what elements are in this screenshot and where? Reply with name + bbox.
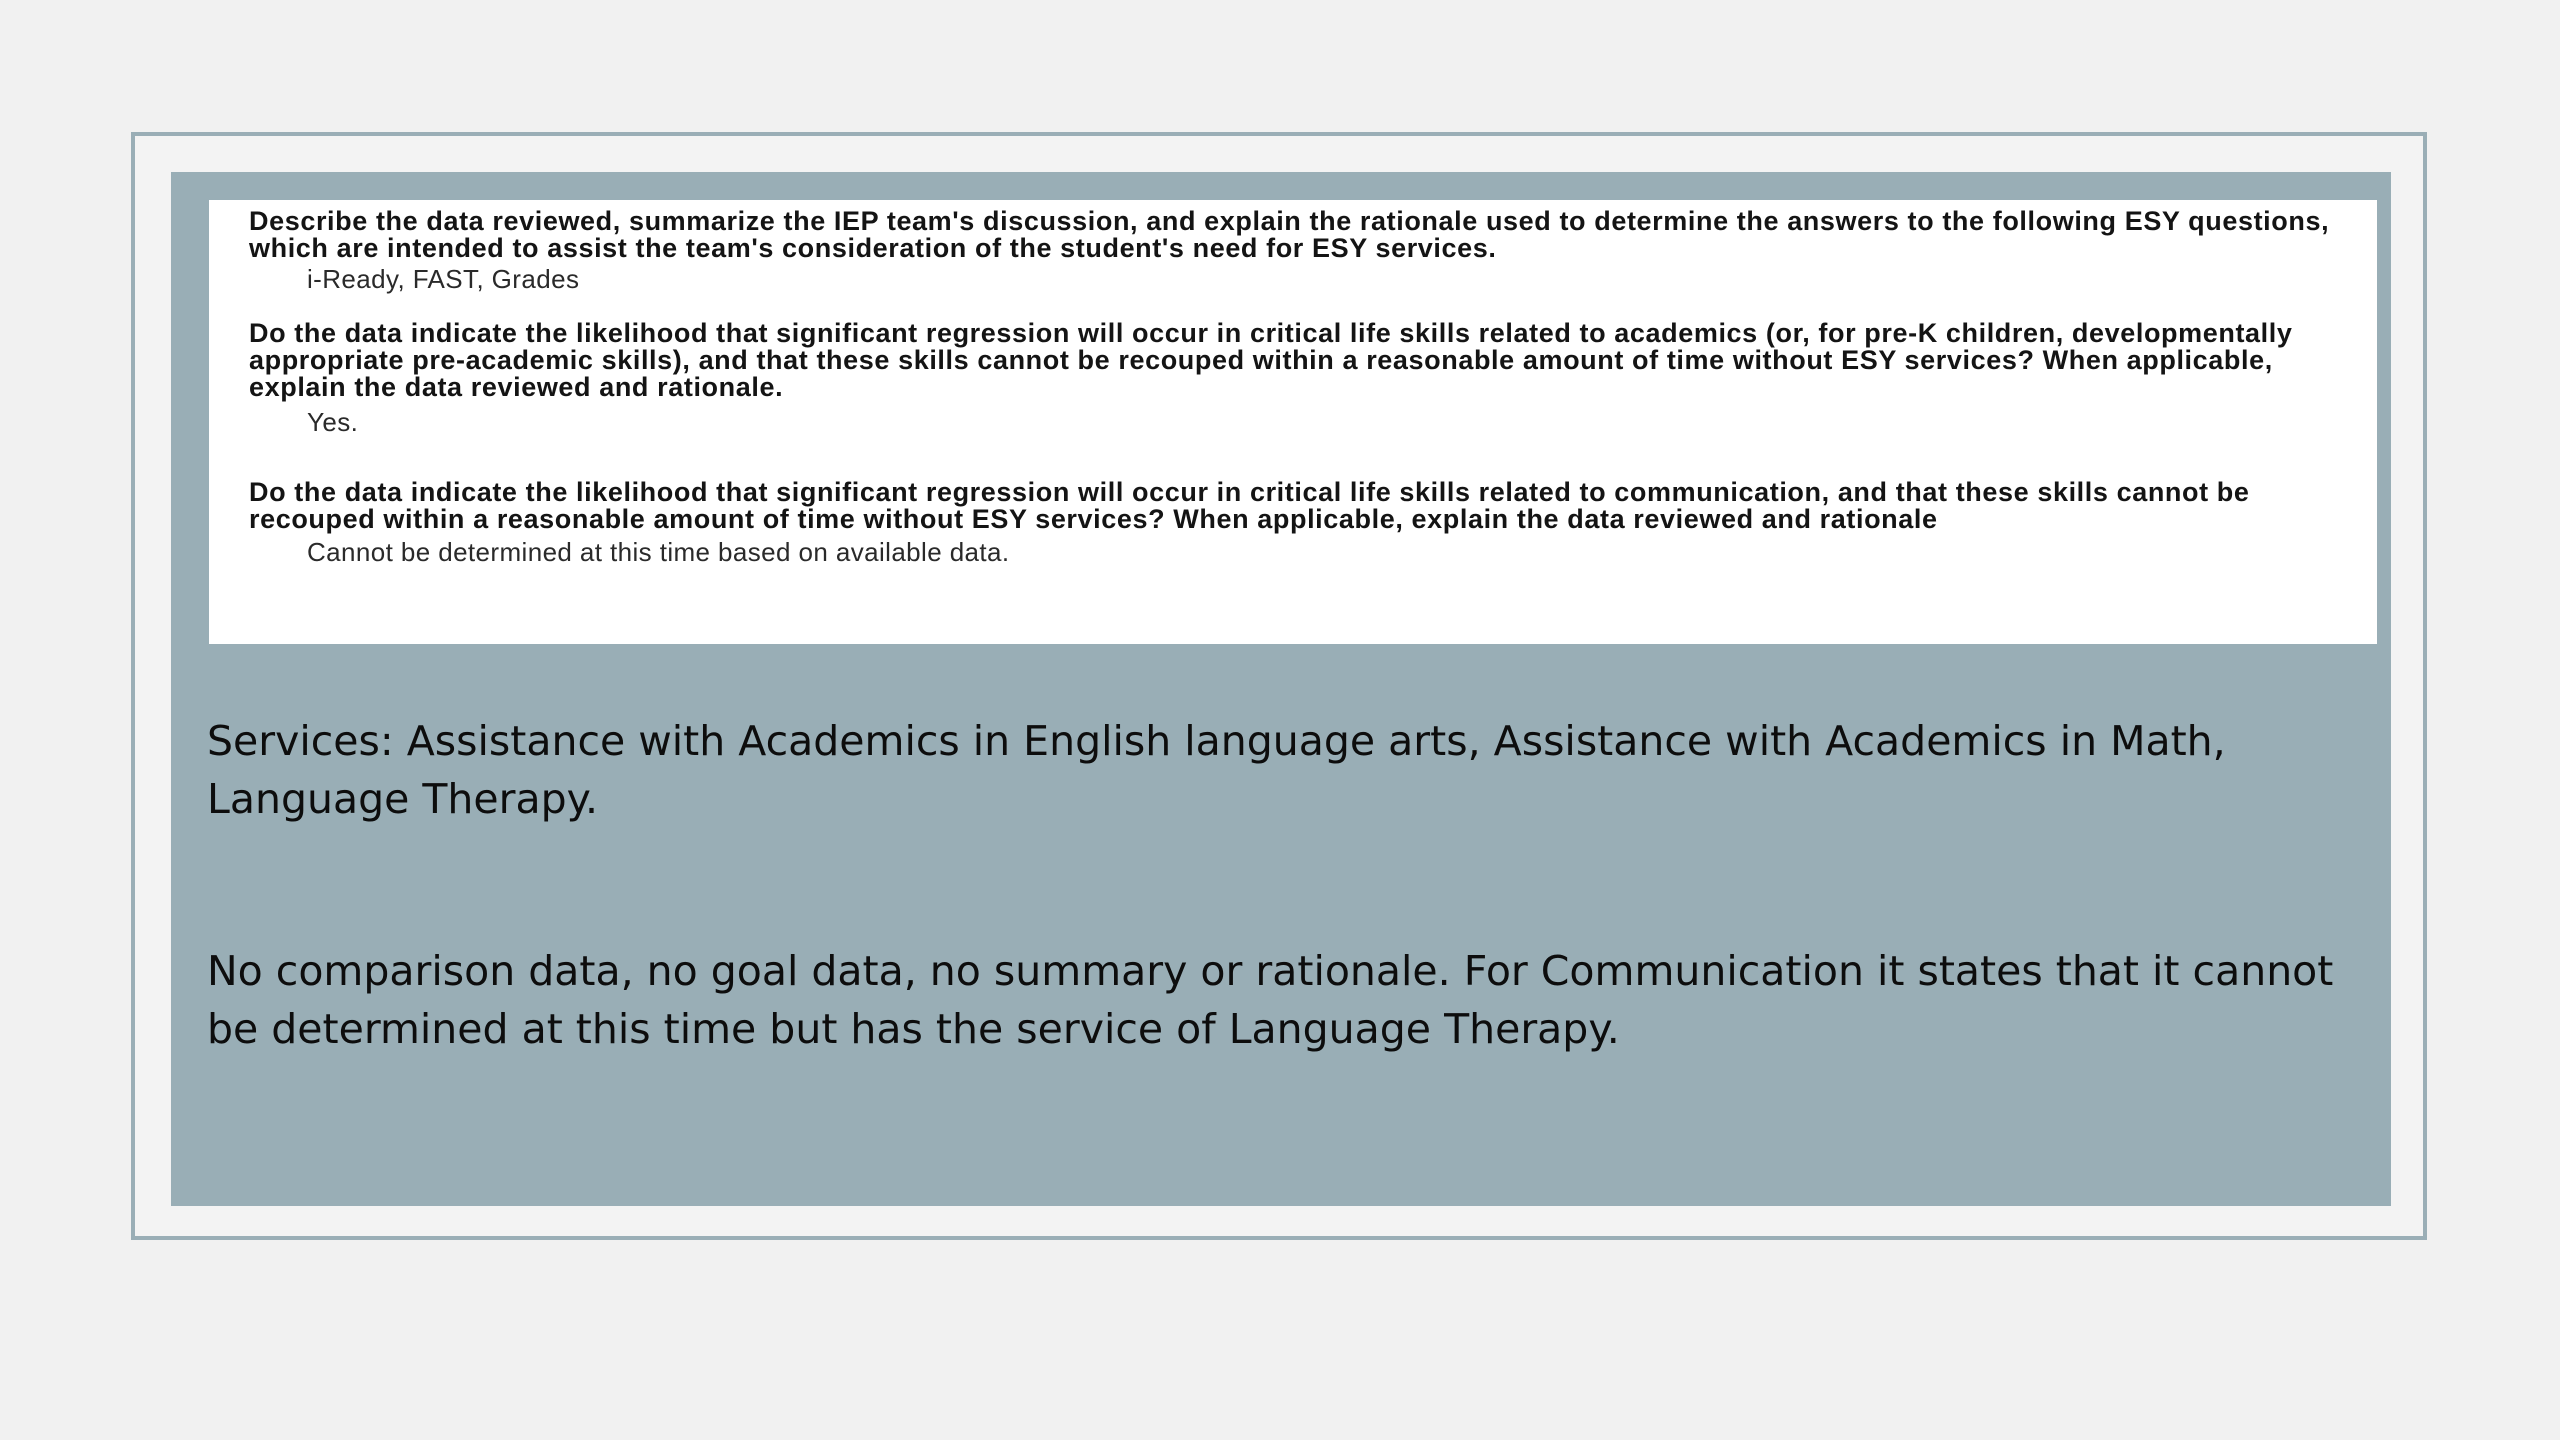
esy-question-communication: Do the data indicate the likelihood that significant regression will occur in critical life skills related to communication, and that these skills cannot be recouped within a reasonable amount of time without ESY services? When applicable, explain the data reviewed and rationale	[249, 477, 2250, 534]
esy-answer-data-reviewed: i-Ready, FAST, Grades	[307, 264, 580, 294]
slide-panel	[171, 172, 2391, 1206]
esy-answer-communication: Cannot be determined at this time based on available data.	[307, 537, 1010, 567]
slide-frame	[131, 132, 2427, 1240]
services-text: Services: Assistance with Academics in English language arts, Assistance with Academics in Math, Language Therapy.	[207, 717, 2226, 823]
esy-question-data-reviewed: Describe the data reviewed, summarize the IEP team's discussion, and explain the rationale used to determine the answers to the following ESY questions, which are intended to assist the team's consideration of the student's need for ESY services.	[249, 206, 2330, 263]
esy-question-academics: Do the data indicate the likelihood that significant regression will occur in critical life skills related to academics (or, for pre-K children, developmentally appropriate pre-academic skills), and that these skills cannot be recouped within a reasonable amount of time without ESY services? When applicable, explain the data reviewed and rationale.	[249, 318, 2293, 402]
comment-text: No comparison data, no goal data, no summary or rationale. For Communication it states that it cannot be determined at this time but has the service of Language Therapy.	[207, 947, 2334, 1053]
document-excerpt-image	[209, 200, 2377, 644]
esy-answer-academics: Yes.	[307, 407, 359, 437]
